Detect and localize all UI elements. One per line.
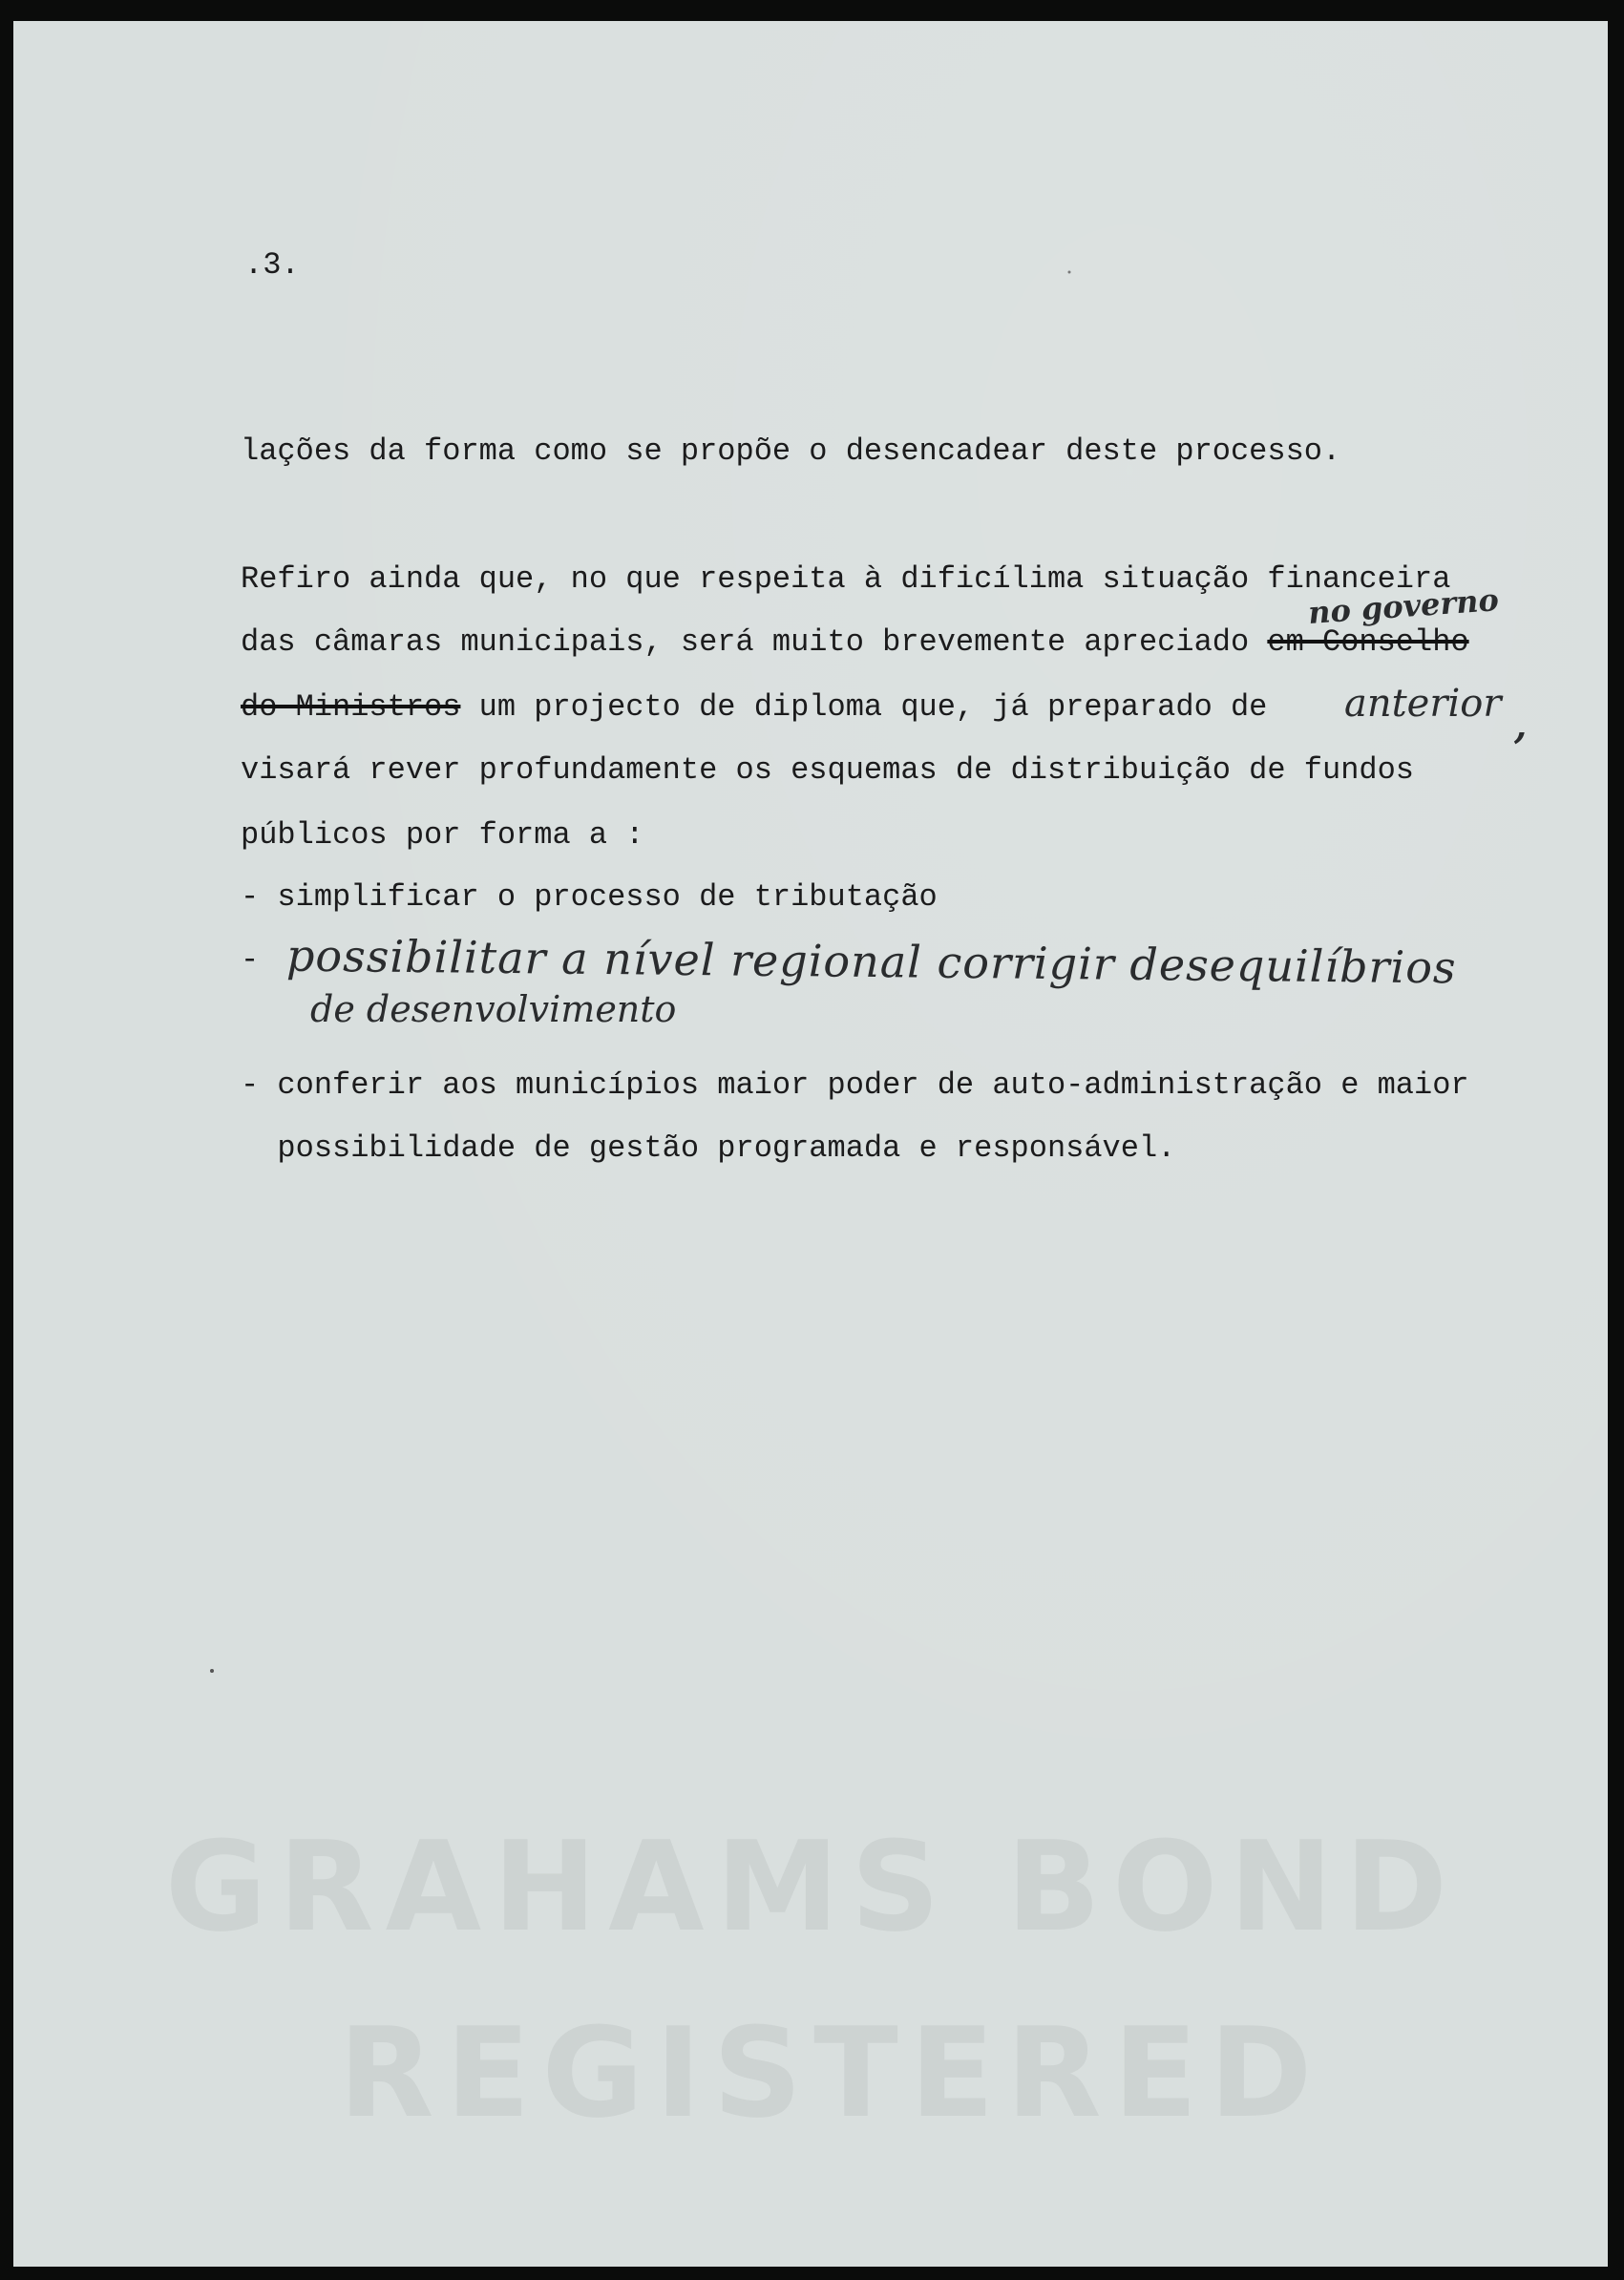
para2-line4: visará rever profundamente os esquemas de distribuição de fundos <box>241 752 1414 788</box>
handwritten-comma: , <box>1514 704 1528 747</box>
handwritten-insert-no-governo: no governo <box>1306 581 1500 631</box>
handwritten-insert-anterior: anterior <box>1344 682 1502 726</box>
para2-line5: públicos por forma a : <box>241 817 644 853</box>
para2-line3-text: um projecto de diploma que, já preparado de <box>460 689 1268 725</box>
para1-line1: lações da forma como se propõe o desencadear deste processo. <box>241 433 1341 469</box>
list-item-1: - simplificar o processo de tributação <box>241 879 938 915</box>
para2-line1: Refiro ainda que, no que respeita à dificílima situação financeira <box>241 561 1451 597</box>
list-item-2-dash: - <box>241 942 260 978</box>
handwritten-list-item-2-line2: de desenvolvimento <box>310 988 677 1030</box>
struck-text-de-ministros: do Ministros <box>241 689 461 725</box>
handwritten-list-item-2-line1: possibilitar a nível regional corrigir desequilíbrios <box>285 929 1457 994</box>
list-item-3-line2: possibilidade de gestão programada e responsável. <box>241 1130 1176 1166</box>
para2-line2-text: das câmaras municipais, será muito brevemente apreciado <box>241 624 1268 660</box>
struck-text-em-conselho: em Conselho <box>1267 624 1469 660</box>
page-number: .3. <box>244 247 300 283</box>
watermark-line-2: REGISTERED <box>338 2000 1324 2145</box>
list-item-3-line1: - conferir aos municípios maior poder de auto-administração e maior <box>241 1067 1469 1103</box>
watermark-line-1: GRAHAMS BOND <box>164 1814 1460 1959</box>
